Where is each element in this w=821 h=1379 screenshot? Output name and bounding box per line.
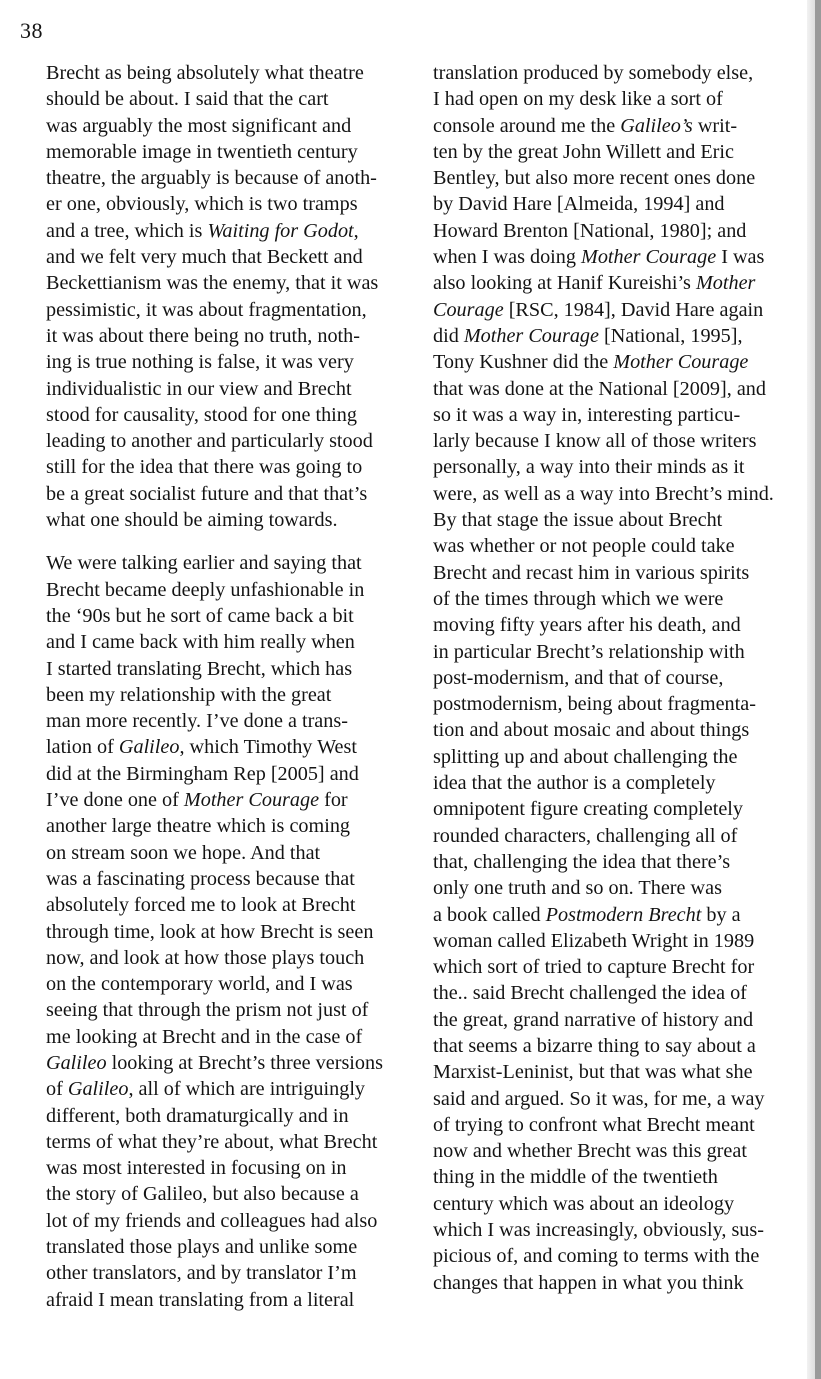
text-line: console around me the Galileo’s writ- [433, 114, 738, 137]
text-line: moving fifty years after his death, and [433, 614, 741, 637]
text-line: stood for causality, stood for one thing [46, 403, 357, 426]
text-line: it was about there being no truth, noth- [46, 324, 360, 347]
text-line: another large theatre which is coming [46, 815, 351, 838]
text-line: memorable image in twentieth century [46, 140, 358, 163]
text-line: omnipotent figure creating completely [433, 798, 743, 821]
text-line: by David Hare [Almeida, 1994] and [433, 193, 725, 216]
paragraph-2 [46, 550, 416, 1313]
text-line: a book called Postmodern Brecht by a [433, 903, 741, 926]
text-line: idea that the author is a completely [433, 772, 716, 795]
text-line: been my relationship with the great [46, 683, 332, 706]
text-line: rounded characters, challenging all of [433, 824, 738, 847]
text-line: terms of what they’re about, what Brecht [46, 1130, 378, 1153]
text-line: individualistic in our view and Brecht [46, 377, 352, 400]
text-line: Beckettianism was the enemy, that it was [46, 272, 379, 295]
text-line: Howard Brenton [National, 1980]; and [433, 219, 747, 242]
page-edge-dark [815, 0, 821, 1379]
text-line: leading to another and particularly stood [46, 430, 373, 453]
text-line: Brecht became deeply unfashionable in [46, 578, 365, 601]
text-line: what one should be aiming towards. [46, 509, 338, 532]
text-line: the.. said Brecht challenged the idea of [433, 982, 747, 1005]
text-line: lot of my friends and colleagues had also [46, 1209, 378, 1232]
text-line: Galileo looking at Brecht’s three versions [46, 1051, 383, 1074]
text-line: picious of, and coming to terms with the [433, 1245, 760, 1268]
text-line: afraid I mean translating from a literal [46, 1288, 355, 1311]
text-line: the great, grand narrative of history and [433, 1008, 754, 1031]
text-line: which sort of tried to capture Brecht for [433, 956, 755, 979]
text-line: still for the idea that there was going to [46, 456, 363, 479]
text-line: Tony Kushner did the Mother Courage [433, 351, 749, 374]
text-line: were, as well as a way into Brecht’s mind. [433, 482, 774, 505]
text-line: only one truth and so on. There was [433, 877, 722, 900]
text-line: tion and about mosaic and about things [433, 719, 750, 742]
text-line: larly because I know all of those writers [433, 430, 757, 453]
text-line: through time, look at how Brecht is seen [46, 920, 374, 943]
text-line: and a tree, which is Waiting for Godot, [46, 219, 359, 242]
text-line: did at the Birmingham Rep [2005] and [46, 762, 359, 785]
text-line: Courage [RSC, 1984], David Hare again [433, 298, 764, 321]
right-column [433, 60, 801, 1296]
text-line: should be about. I said that the cart [46, 88, 329, 111]
text-line: By that stage the issue about Brecht [433, 509, 723, 532]
text-line: personally, a way into their minds as it [433, 456, 745, 479]
text-line: now, and look at how those plays touch [46, 946, 365, 969]
text-line: lation of Galileo, which Timothy West [46, 736, 357, 759]
text-line: changes that happen in what you think [433, 1271, 744, 1294]
text-line: different, both dramaturgically and in [46, 1104, 349, 1127]
text-line: also looking at Hanif Kureishi’s Mother [433, 272, 756, 295]
text-line: Brecht and recast him in various spirits [433, 561, 750, 584]
text-line: absolutely forced me to look at Brecht [46, 894, 356, 917]
text-line: so it was a way in, interesting particu- [433, 403, 741, 426]
text-line: ing is true nothing is false, it was very [46, 351, 354, 374]
text-line: now and whether Brecht was this great [433, 1140, 747, 1163]
text-line: ten by the great John Willett and Eric [433, 140, 734, 163]
text-line: postmodernism, being about fragmenta- [433, 693, 756, 716]
text-line: on the contemporary world, and I was [46, 973, 353, 996]
text-line: I had open on my desk like a sort of [433, 88, 723, 111]
text-line: woman called Elizabeth Wright in 1989 [433, 929, 755, 952]
text-line: that, challenging the idea that there’s [433, 850, 731, 873]
text-line: said and argued. So it was, for me, a way [433, 1087, 765, 1110]
text-line: the ‘90s but he sort of came back a bit [46, 604, 354, 627]
text-line: Marxist-Leninist, but that was what she [433, 1061, 753, 1084]
text-line: seeing that through the prism not just of [46, 999, 369, 1022]
text-line: was most interested in focusing on in [46, 1157, 347, 1180]
text-line: Brecht as being absolutely what theatre [46, 62, 364, 84]
text-line: pessimistic, it was about fragmentation, [46, 298, 367, 321]
text-line: man more recently. I’ve done a trans- [46, 710, 348, 733]
text-line: which I was increasingly, obviously, sus- [433, 1219, 764, 1242]
text-line: of trying to confront what Brecht meant [433, 1113, 755, 1136]
text-line: when I was doing Mother Courage I was [433, 246, 765, 269]
left-column [46, 60, 416, 1313]
text-line: did Mother Courage [National, 1995], [433, 324, 743, 347]
text-line: other translators, and by translator I’m [46, 1262, 357, 1285]
text-line: in particular Brecht’s relationship with [433, 640, 745, 663]
text-line: theatre, the arguably is because of anoth- [46, 167, 377, 190]
text-line: century which was about an ideology [433, 1192, 735, 1215]
text-line: was arguably the most significant and [46, 114, 352, 137]
text-line: that seems a bizarre thing to say about a [433, 1034, 756, 1057]
text-line: Bentley, but also more recent ones done [433, 167, 756, 190]
text-line: splitting up and about challenging the [433, 745, 738, 768]
text-line: me looking at Brecht and in the case of [46, 1025, 363, 1048]
text-line: was a fascinating process because that [46, 867, 355, 890]
page-number: 38 [20, 18, 43, 43]
text-line: thing in the middle of the twentieth [433, 1166, 718, 1189]
text-line: be a great socialist future and that that’s [46, 482, 368, 505]
paragraph-3 [433, 60, 801, 1296]
paragraph-1 [46, 60, 416, 533]
text-line: I started translating Brecht, which has [46, 657, 353, 680]
text-line: and I came back with him really when [46, 631, 355, 654]
text-line: was whether or not people could take [433, 535, 735, 558]
text-line: on stream soon we hope. And that [46, 841, 321, 864]
text-line: translated those plays and unlike some [46, 1236, 358, 1259]
text-line: of Galileo, all of which are intriguingly [46, 1078, 366, 1101]
text-line: er one, obviously, which is two tramps [46, 193, 358, 216]
text-line: of the times through which we were [433, 587, 724, 610]
text-line: the story of Galileo, but also because a [46, 1183, 359, 1206]
text-line: We were talking earlier and saying that [46, 552, 362, 575]
text-line: translation produced by somebody else, [433, 62, 754, 84]
text-line: that was done at the National [2009], and [433, 377, 766, 400]
text-line: I’ve done one of Mother Courage for [46, 789, 348, 812]
text-line: post-modernism, and that of course, [433, 666, 724, 689]
text-line: and we felt very much that Beckett and [46, 246, 363, 269]
